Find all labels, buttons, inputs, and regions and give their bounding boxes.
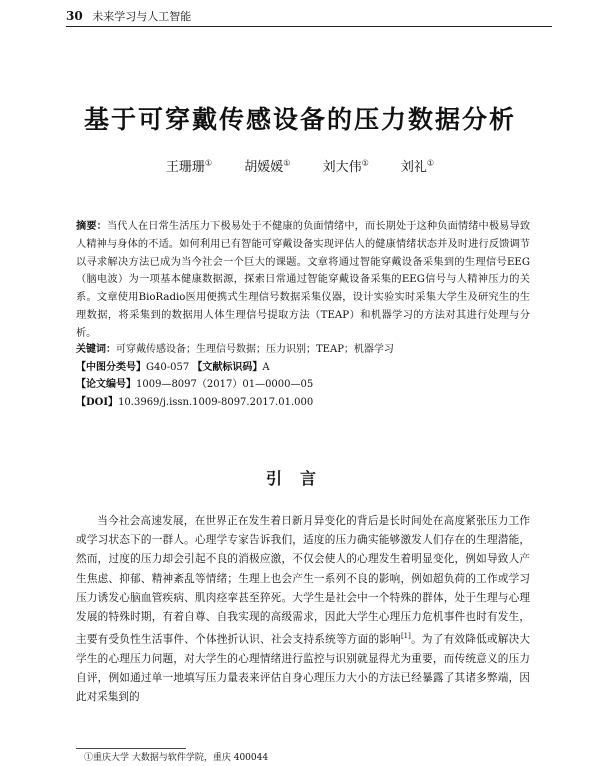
article-number-line xyxy=(76,376,530,394)
author-name: 胡媛媛 xyxy=(244,160,284,175)
article-number-label: 【论文编号】 xyxy=(76,379,136,390)
citation-ref: [1] xyxy=(400,632,411,641)
doi-line xyxy=(76,394,530,412)
author-list xyxy=(0,156,600,175)
section-heading: 引言 xyxy=(265,469,334,488)
author xyxy=(323,160,369,175)
author-name: 刘礼 xyxy=(400,160,427,175)
footnote-divider xyxy=(76,748,186,749)
author-affiliation-mark: ① xyxy=(426,158,435,168)
intro-text: 当今社会高速发展，在世界正在发生着日新月异变化的背后是长时间处在高度紧张压力工作或学习状态下的一群人。心理学专家告诉我们，适度的压力确实能够激发人们存在的生理潜能，然而，过度的压力却会引起不良的消极应激，不仅会使人的心理发生着明显变化，例如导致人产生焦虑、抑郁、精神紊乱等情绪；生理上也会产生一系列不良的影响，例如超负荷的工作或学习压力诱发心脑血管疾病、肌肉痉挛甚至猝死。大学生是社会中一个特殊的群体，处于生理与心理发展的特殊时期，有着自尊、自我实现的高级需求，因此大学生心理压力危机事件也时有发生，主要有受负性生活事件、个体挫折认识、社会支持系统等方面的影响 xyxy=(76,515,530,646)
doi-value: 10.3969/j.issn.1009-8097.2017.01.000 xyxy=(118,396,314,408)
running-header xyxy=(66,6,552,27)
abstract-text: 当代人在日常生活压力下极易处于不健康的负面情绪中，而长期处于这种负面情绪中极易导致人精神与身体的不适。如何利用已有智能可穿戴设备实现评估人的健康情绪状态并及时进行反馈调节以寻求解决方法已成为当今社会一个巨大的课题。文章将通过智能穿戴设备采集到的生理信号EEG（脑电波）为一项基本健康数据源，探索日常通过智能穿戴设备采集的EEG信号与人精神压力的关系。文章使用BioRadio医用便携式生理信号数据采集仪器，设计实验实时采集大学生及研究生的生理数据，将采集到的数据用人体生理信号提取方法（TEAP）和机器学习的方法对其进行处理与分析。 xyxy=(76,221,531,339)
journal-name: 未来学习与人工智能 xyxy=(92,10,192,23)
author-affiliation-mark: ① xyxy=(283,158,291,168)
introduction-paragraph xyxy=(76,512,530,708)
doc-code-value: A xyxy=(262,361,270,373)
author xyxy=(166,160,212,175)
abstract-label: 摘要： xyxy=(76,220,107,232)
keywords-label: 关键词： xyxy=(76,344,116,355)
author xyxy=(401,160,434,175)
doc-code-label: 【文献标识码】 xyxy=(192,361,263,373)
keywords-text: 可穿戴传感设备；生理信号数据；压力识别；TEAP；机器学习 xyxy=(116,344,394,355)
author xyxy=(244,160,290,175)
author-name: 王珊珊 xyxy=(165,160,205,175)
footnote: ①重庆大学 大数据与软件学院，重庆 400044 xyxy=(84,753,269,763)
classification-line xyxy=(76,359,530,377)
article-number-value: 1009—8097（2017）01—0000—05 xyxy=(136,379,314,390)
article-metadata xyxy=(76,341,530,411)
doi-label: 【DOI】 xyxy=(76,396,119,408)
author-name: 刘大伟 xyxy=(322,160,362,175)
page-number: 30 xyxy=(66,9,83,23)
abstract xyxy=(76,218,530,343)
keywords xyxy=(76,341,530,359)
author-affiliation-mark: ① xyxy=(204,158,213,168)
intro-text-continued: 。为了有效降低或解决大学生的心理压力问题，对大学生的心理情绪进行监控与识别就显得尤为重要，而传统意义的压力自评，例如通过单一地填写压力量表来评估自身心理压力大小的方法已经暴露了其诸多弊端，因此对采集到的 xyxy=(76,633,531,704)
paper-title: 基于可穿戴传感设备的压力数据分析 xyxy=(83,105,516,134)
clc-value: G40-057 xyxy=(146,361,190,373)
author-affiliation-mark: ① xyxy=(361,158,369,168)
clc-label: 【中图分类号】 xyxy=(76,361,146,373)
